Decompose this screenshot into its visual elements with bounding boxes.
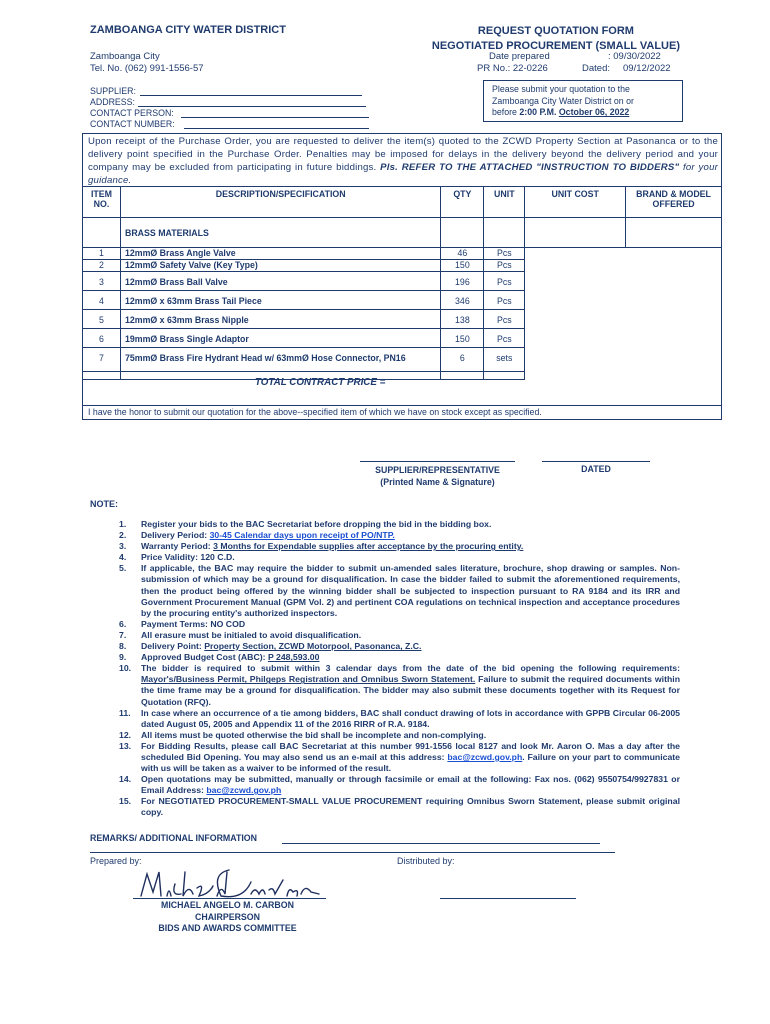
table-row xyxy=(83,248,722,260)
note-link[interactable]: bac@zcwd.gov.ph xyxy=(447,751,523,762)
item-desc-cell: 12mmØ Brass Ball Valve xyxy=(120,272,440,291)
intro-emphasis: Pls. REFER TO THE ATTACHED "INSTRUCTION TO BIDDERS" xyxy=(380,162,680,173)
note-underlined-text: P 248,593.00 xyxy=(267,652,320,663)
total-spacer-row xyxy=(83,372,722,380)
note-number: 10. xyxy=(119,663,132,674)
signer-name: MICHAEL ANGELO M. CARBON xyxy=(161,900,294,910)
note-item xyxy=(95,641,680,652)
item-desc-cell: 19mmØ Brass Single Adaptor xyxy=(120,329,440,348)
contact-number-blank xyxy=(184,128,369,129)
col-qty: QTY xyxy=(441,187,484,218)
total-contract-price-label: TOTAL CONTRACT PRICE = xyxy=(255,377,386,388)
supplier-field xyxy=(90,86,136,98)
item-desc-cell: 75mmØ Brass Fire Hydrant Head w/ 63mmØ Hose Connector, PN16 xyxy=(120,348,440,372)
form-title-block xyxy=(432,24,680,54)
supplier-rep-sub: (Printed Name & Signature) xyxy=(380,477,495,487)
col-brand-model: BRAND & MODEL OFFERED xyxy=(626,187,722,218)
note-underlined-text: Mayor's/Business Permit, Philgeps Registration and Omnibus Sworn Statement. xyxy=(141,674,476,685)
table-row xyxy=(83,272,722,291)
col-item-no: ITEM NO. xyxy=(83,187,121,218)
item-qty-cell: 46 xyxy=(441,248,484,260)
item-desc-cell: 12mmØ Safety Valve (Key Type) xyxy=(120,260,440,272)
form-title: REQUEST QUOTATION FORM xyxy=(477,25,634,37)
address-label: ADDRESS: xyxy=(90,97,135,107)
group-row xyxy=(83,218,722,248)
item-unit-cell: Pcs xyxy=(484,310,525,329)
contact-person-blank xyxy=(181,117,369,118)
note-number: 3. xyxy=(119,541,127,552)
honor-statement: I have the honor to submit our quotation for the above--specified item of which we have on stock except as specified. xyxy=(82,405,722,420)
note-number: 6. xyxy=(119,618,127,629)
note-link[interactable]: 30-45 Calendar days upon receipt of PO/NTP. xyxy=(209,530,395,541)
note-item xyxy=(95,796,680,818)
note-text: All erasure must be initialed to avoid disqualification. xyxy=(141,629,362,640)
note-item xyxy=(95,730,680,741)
note-text: For NEGOTIATED PROCUREMENT-SMALL VALUE PROCUREMENT requiring Omnibus Sworn Statement, please submit original copy. xyxy=(141,796,680,818)
item-no-cell: 2 xyxy=(83,260,121,272)
note-number: 8. xyxy=(119,641,127,652)
note-text: For Bidding Results, please call BAC Secretariat at this number 991-1556 local 8127 and look Mr. Aaron O. Mas a day after the scheduled Bid Opening. You may also send us an e-mail at this address: xyxy=(141,740,680,762)
item-unit-cell: Pcs xyxy=(484,260,525,272)
note-number: 2. xyxy=(119,530,127,541)
item-unit-cell: Pcs xyxy=(484,272,525,291)
address-blank xyxy=(138,106,366,107)
unit-cost-column xyxy=(525,218,626,248)
note-text: Delivery Point: xyxy=(141,641,205,652)
note-item xyxy=(95,619,680,630)
notice-line-3 xyxy=(492,107,674,119)
col-unit-cost: UNIT COST xyxy=(525,187,626,218)
item-desc-cell: 12mmØ x 63mm Brass Tail Piece xyxy=(120,291,440,310)
items-table xyxy=(82,186,722,380)
notice-time: 2:00 P.M. xyxy=(519,107,557,117)
distributed-by-label: Distributed by: xyxy=(397,856,455,866)
remarks-line-2 xyxy=(90,852,615,853)
prepared-by-label: Prepared by: xyxy=(90,856,142,866)
note-item xyxy=(95,563,680,618)
notice-before: before xyxy=(492,107,520,117)
remarks-line xyxy=(282,843,600,844)
table-row xyxy=(83,260,722,272)
note-item xyxy=(95,552,680,563)
note-text: All items must be quoted otherwise the bid shall be incomplete and non-complying. xyxy=(141,729,487,740)
submission-notice xyxy=(483,80,683,122)
table-header-row xyxy=(83,187,722,218)
item-qty-cell: 346 xyxy=(441,291,484,310)
notice-line-2: Zamboanga City Water District on or xyxy=(492,95,634,106)
group-label: BRASS MATERIALS xyxy=(120,218,440,248)
org-name: ZAMBOANGA CITY WATER DISTRICT xyxy=(90,24,286,36)
item-qty-cell: 196 xyxy=(441,272,484,291)
org-tel: Tel. No. (062) 991-1556-57 xyxy=(90,63,204,74)
note-number: 7. xyxy=(119,629,127,640)
signer-committee: BIDS AND AWARDS COMMITTEE xyxy=(158,923,297,933)
pr-number: PR No.: 22-0226 xyxy=(477,63,548,74)
intro-text: Upon receipt of the Purchase Order, you are requested to deliver the item(s) quoted to the ZCWD Property Section at Pasonanca or to the delivery point specified in the Purchase Order. Penalties may be imposed for delays in the delivery beyond the delivery period and your company may be excluded from participating in future biddings. xyxy=(88,136,718,173)
supplier-blank xyxy=(140,95,362,96)
supplier-signature-line xyxy=(360,461,515,462)
item-qty-cell: 138 xyxy=(441,310,484,329)
item-no-cell: 5 xyxy=(83,310,121,329)
dated-caption: DATED xyxy=(581,464,611,474)
note-item xyxy=(95,519,680,530)
intro-tail: for your guidance. xyxy=(88,162,719,186)
contact-number-field xyxy=(90,119,175,131)
note-number: 13. xyxy=(119,740,132,751)
item-qty-cell: 6 xyxy=(441,348,484,372)
chairperson-block xyxy=(140,900,315,935)
note-text: Payment Terms: NO COD xyxy=(141,618,246,629)
notes-title: NOTE: xyxy=(90,499,118,509)
dated-label: Dated: xyxy=(582,63,610,74)
note-item xyxy=(95,630,680,641)
col-unit: UNIT xyxy=(484,187,525,218)
note-text: Warranty Period: xyxy=(141,541,214,552)
supplier-label: SUPPLIER: xyxy=(90,86,136,96)
note-number: 9. xyxy=(119,652,127,663)
note-text: . Failure on your part to communicate with us will be taken as a waiver to be informed of the result. xyxy=(141,751,680,774)
form-subtitle: NEGOTIATED PROCUREMENT (SMALL VALUE) xyxy=(431,40,680,52)
item-desc-cell: 12mmØ x 63mm Brass Nipple xyxy=(120,310,440,329)
note-text: If applicable, the BAC may require the bidder to submit un-amended sales literature, brochure, shop drawing or samples. Non-submission of which may be a ground for disqualification. In case the bidder failed to submit the aforementioned requirements, then the product being offered by the winning bidder shall be subjected to inspection pursuant to RA 9184 and its IRR and Government Procurement Manual (GPM Vol. 2) and pertinent COA regulations on technical inspection and acceptance procedures by the procuring entity's authorized inspectors. xyxy=(141,563,680,618)
note-item xyxy=(95,741,680,774)
note-item xyxy=(95,774,680,796)
note-number: 4. xyxy=(119,552,127,563)
note-number: 12. xyxy=(119,729,132,740)
note-item xyxy=(95,663,680,707)
item-unit-cell: Pcs xyxy=(484,329,525,348)
table-row xyxy=(83,291,722,310)
note-text: Open quotations may be submitted, manually or through facsimile or email at the following: Fax nos. (062) 9550754/9927831 or Email Address: xyxy=(141,774,680,796)
item-unit-cell: sets xyxy=(484,348,525,372)
signer-title: CHAIRPERSON xyxy=(194,911,260,922)
note-item xyxy=(95,708,680,730)
brand-model-column xyxy=(626,218,722,248)
note-text: Approved Budget Cost (ABC): xyxy=(141,652,268,663)
note-underlined-text: Property Section, ZCWD Motorpool, Pasonanca, Z.C. xyxy=(204,641,422,652)
contact-number-label: CONTACT NUMBER: xyxy=(90,119,175,129)
item-no-cell: 6 xyxy=(83,329,121,348)
supplier-signature-caption xyxy=(345,464,530,488)
item-desc-cell: 12mmØ Brass Angle Valve xyxy=(120,248,440,260)
notice-deadline: October 06, 2022 xyxy=(558,107,630,117)
org-city: Zamboanga City xyxy=(90,51,160,62)
remarks-label: REMARKS/ ADDITIONAL INFORMATION xyxy=(90,833,257,843)
item-qty-cell: 150 xyxy=(441,260,484,272)
date-prepared-label: Date prepared xyxy=(489,51,550,62)
table-row xyxy=(83,348,722,372)
note-number: 5. xyxy=(119,563,127,574)
col-description: DESCRIPTION/SPECIFICATION xyxy=(120,187,440,218)
notes-list xyxy=(95,519,680,819)
contact-person-field xyxy=(90,108,174,120)
dated-value: 09/12/2022 xyxy=(623,63,671,74)
note-number: 14. xyxy=(119,774,132,785)
item-no-cell: 3 xyxy=(83,272,121,291)
notice-line-1: Please submit your quotation to the xyxy=(492,84,630,94)
note-number: 15. xyxy=(119,796,132,807)
note-text: Register your bids to the BAC Secretariat before dropping the bid in the bidding box. xyxy=(141,519,492,529)
dated-signature-line xyxy=(542,461,650,462)
supplier-rep-label: SUPPLIER/REPRESENTATIVE xyxy=(375,465,500,475)
address-field xyxy=(90,97,135,109)
item-unit-cell: Pcs xyxy=(484,291,525,310)
note-number: 11. xyxy=(119,707,131,718)
intro-paragraph xyxy=(88,135,718,187)
date-prepared-value: : 09/30/2022 xyxy=(608,51,661,62)
note-text: In case where an occurrence of a tie among bidders, BAC shall conduct drawing of lots in accordance with GPPB Circular 06-2005 dated August 05, 2005 and Appendix 11 of the 2016 RIRR of R.A. 9184. xyxy=(141,707,680,729)
note-item xyxy=(95,530,680,541)
note-item xyxy=(95,541,680,552)
item-unit-cell: Pcs xyxy=(484,248,525,260)
note-underlined-text: 3 Months for Expendable supplies after acceptance by the procuring entity. xyxy=(213,541,524,552)
note-text: Delivery Period: xyxy=(141,530,210,541)
note-text: Failure to submit the required documents within the time frame may be a ground for disqualification. The bidder may also submit these documents together with its Request for Quotation (RFQ). xyxy=(141,674,680,707)
distributed-signature-line xyxy=(440,898,576,899)
item-qty-cell: 150 xyxy=(441,329,484,348)
note-text: The bidder is required to submit within 3 calendar days from the date of the bid opening the following requirements: xyxy=(141,663,680,674)
note-text: Price Validity: 120 C.D. xyxy=(141,552,235,563)
chairperson-signature-line xyxy=(133,898,326,899)
item-no-cell: 1 xyxy=(83,248,121,260)
note-number: 1. xyxy=(119,519,127,529)
item-no-cell: 7 xyxy=(83,348,121,372)
item-no-cell: 4 xyxy=(83,291,121,310)
note-link[interactable]: bac@zcwd.gov.ph xyxy=(206,785,282,796)
note-item xyxy=(95,652,680,663)
table-row xyxy=(83,310,722,329)
table-row xyxy=(83,329,722,348)
contact-person-label: CONTACT PERSON: xyxy=(90,108,174,118)
